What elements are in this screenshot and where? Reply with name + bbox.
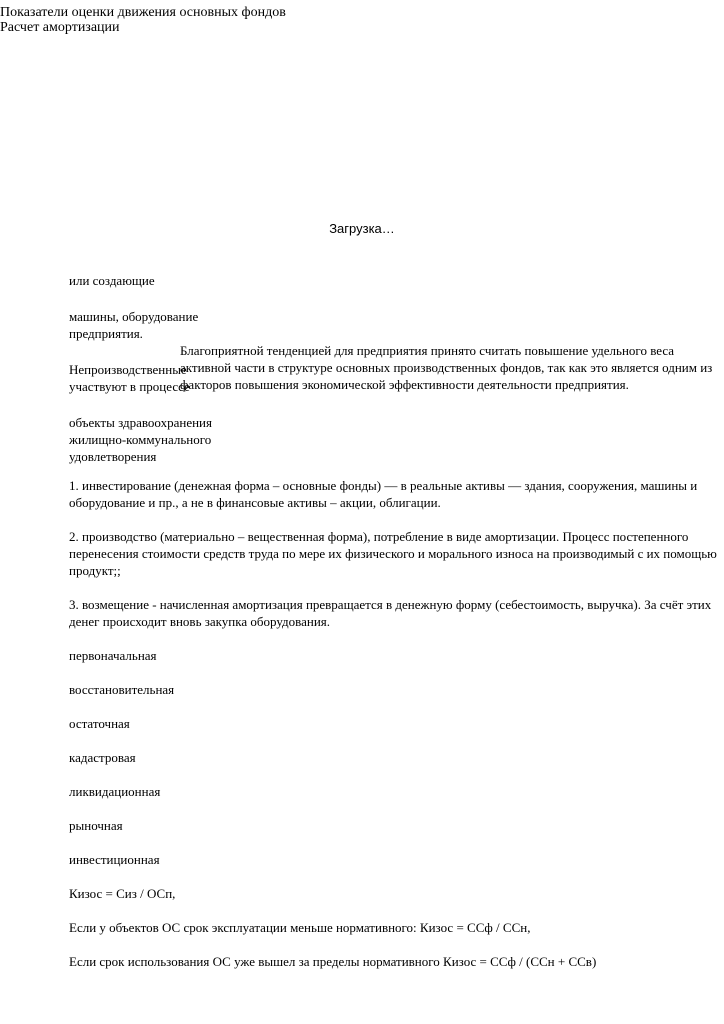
callout-text: Благоприятной тенденцией для предприятия принято считать повышение удельного веса активной части в структуре основных производственных фондов, так как это является одним из факторов повышения экономической эффективности деятельности предприятия.: [180, 343, 713, 392]
clipped-line: машины, оборудование: [69, 309, 199, 324]
clipped-paragraph: [69, 308, 199, 342]
clipped-line: Непроизводственные: [69, 362, 187, 377]
clipped-line: жилищно-коммунального: [69, 432, 212, 447]
valuation-type-item: кадастровая: [69, 750, 136, 765]
clipped-paragraph: [69, 414, 212, 465]
valuation-type-item: рыночная: [69, 818, 123, 833]
paragraph-production: 2. производство (материально – вещественная форма), потребление в виде амортизации. Процесс постепенного перенесения стоимости средств труда по мере их физического и морального износа на производимый с их помощью продукт;;: [69, 529, 717, 578]
valuation-type-item: инвестиционная: [69, 852, 160, 867]
main-content: [69, 477, 717, 970]
paragraph-investment: 1. инвестирование (денежная форма – основные фонды) — в реальные активы — здания, сооружения, машины и оборудование и пр., а не в финансовые активы – акции, облигации.: [69, 478, 698, 510]
link-fund-movement[interactable]: Показатели оценки движения основных фондов: [0, 5, 286, 20]
formula-under-norm: Если у объектов ОС срок эксплуатации меньше нормативного: Кизос = ССф / ССн,: [69, 920, 531, 935]
valuation-type-item: первоначальная: [69, 648, 157, 663]
formula-over-norm: Если срок использования ОС уже вышел за пределы нормативного Кизос = ССф / (ССн + ССв): [69, 954, 597, 969]
clipped-paragraph: [69, 361, 190, 395]
header-links: [0, 5, 286, 35]
valuation-type-item: остаточная: [69, 716, 130, 731]
clipped-text-column: [69, 272, 212, 464]
loading-indicator: Загрузка…: [329, 221, 395, 236]
paragraph-reimbursement: 3. возмещение - начисленная амортизация превращается в денежную форму (себестоимость, выручка). За счёт этих денег происходит вновь закупка оборудования.: [69, 597, 712, 629]
clipped-line: объекты здравоохранения: [69, 415, 212, 430]
valuation-type-item: ликвидационная: [69, 784, 161, 799]
clipped-line: участвуют в процессе: [69, 379, 190, 394]
formula-wear-coefficient: Кизос = Сиз / ОСп,: [69, 886, 176, 901]
clipped-line: предприятия.: [69, 326, 143, 341]
clipped-paragraph: или создающие: [69, 273, 155, 288]
valuation-type-item: восстановительная: [69, 682, 175, 697]
clipped-line: удовлетворения: [69, 449, 157, 464]
link-depreciation-calc[interactable]: Расчет амортизации: [0, 20, 120, 35]
